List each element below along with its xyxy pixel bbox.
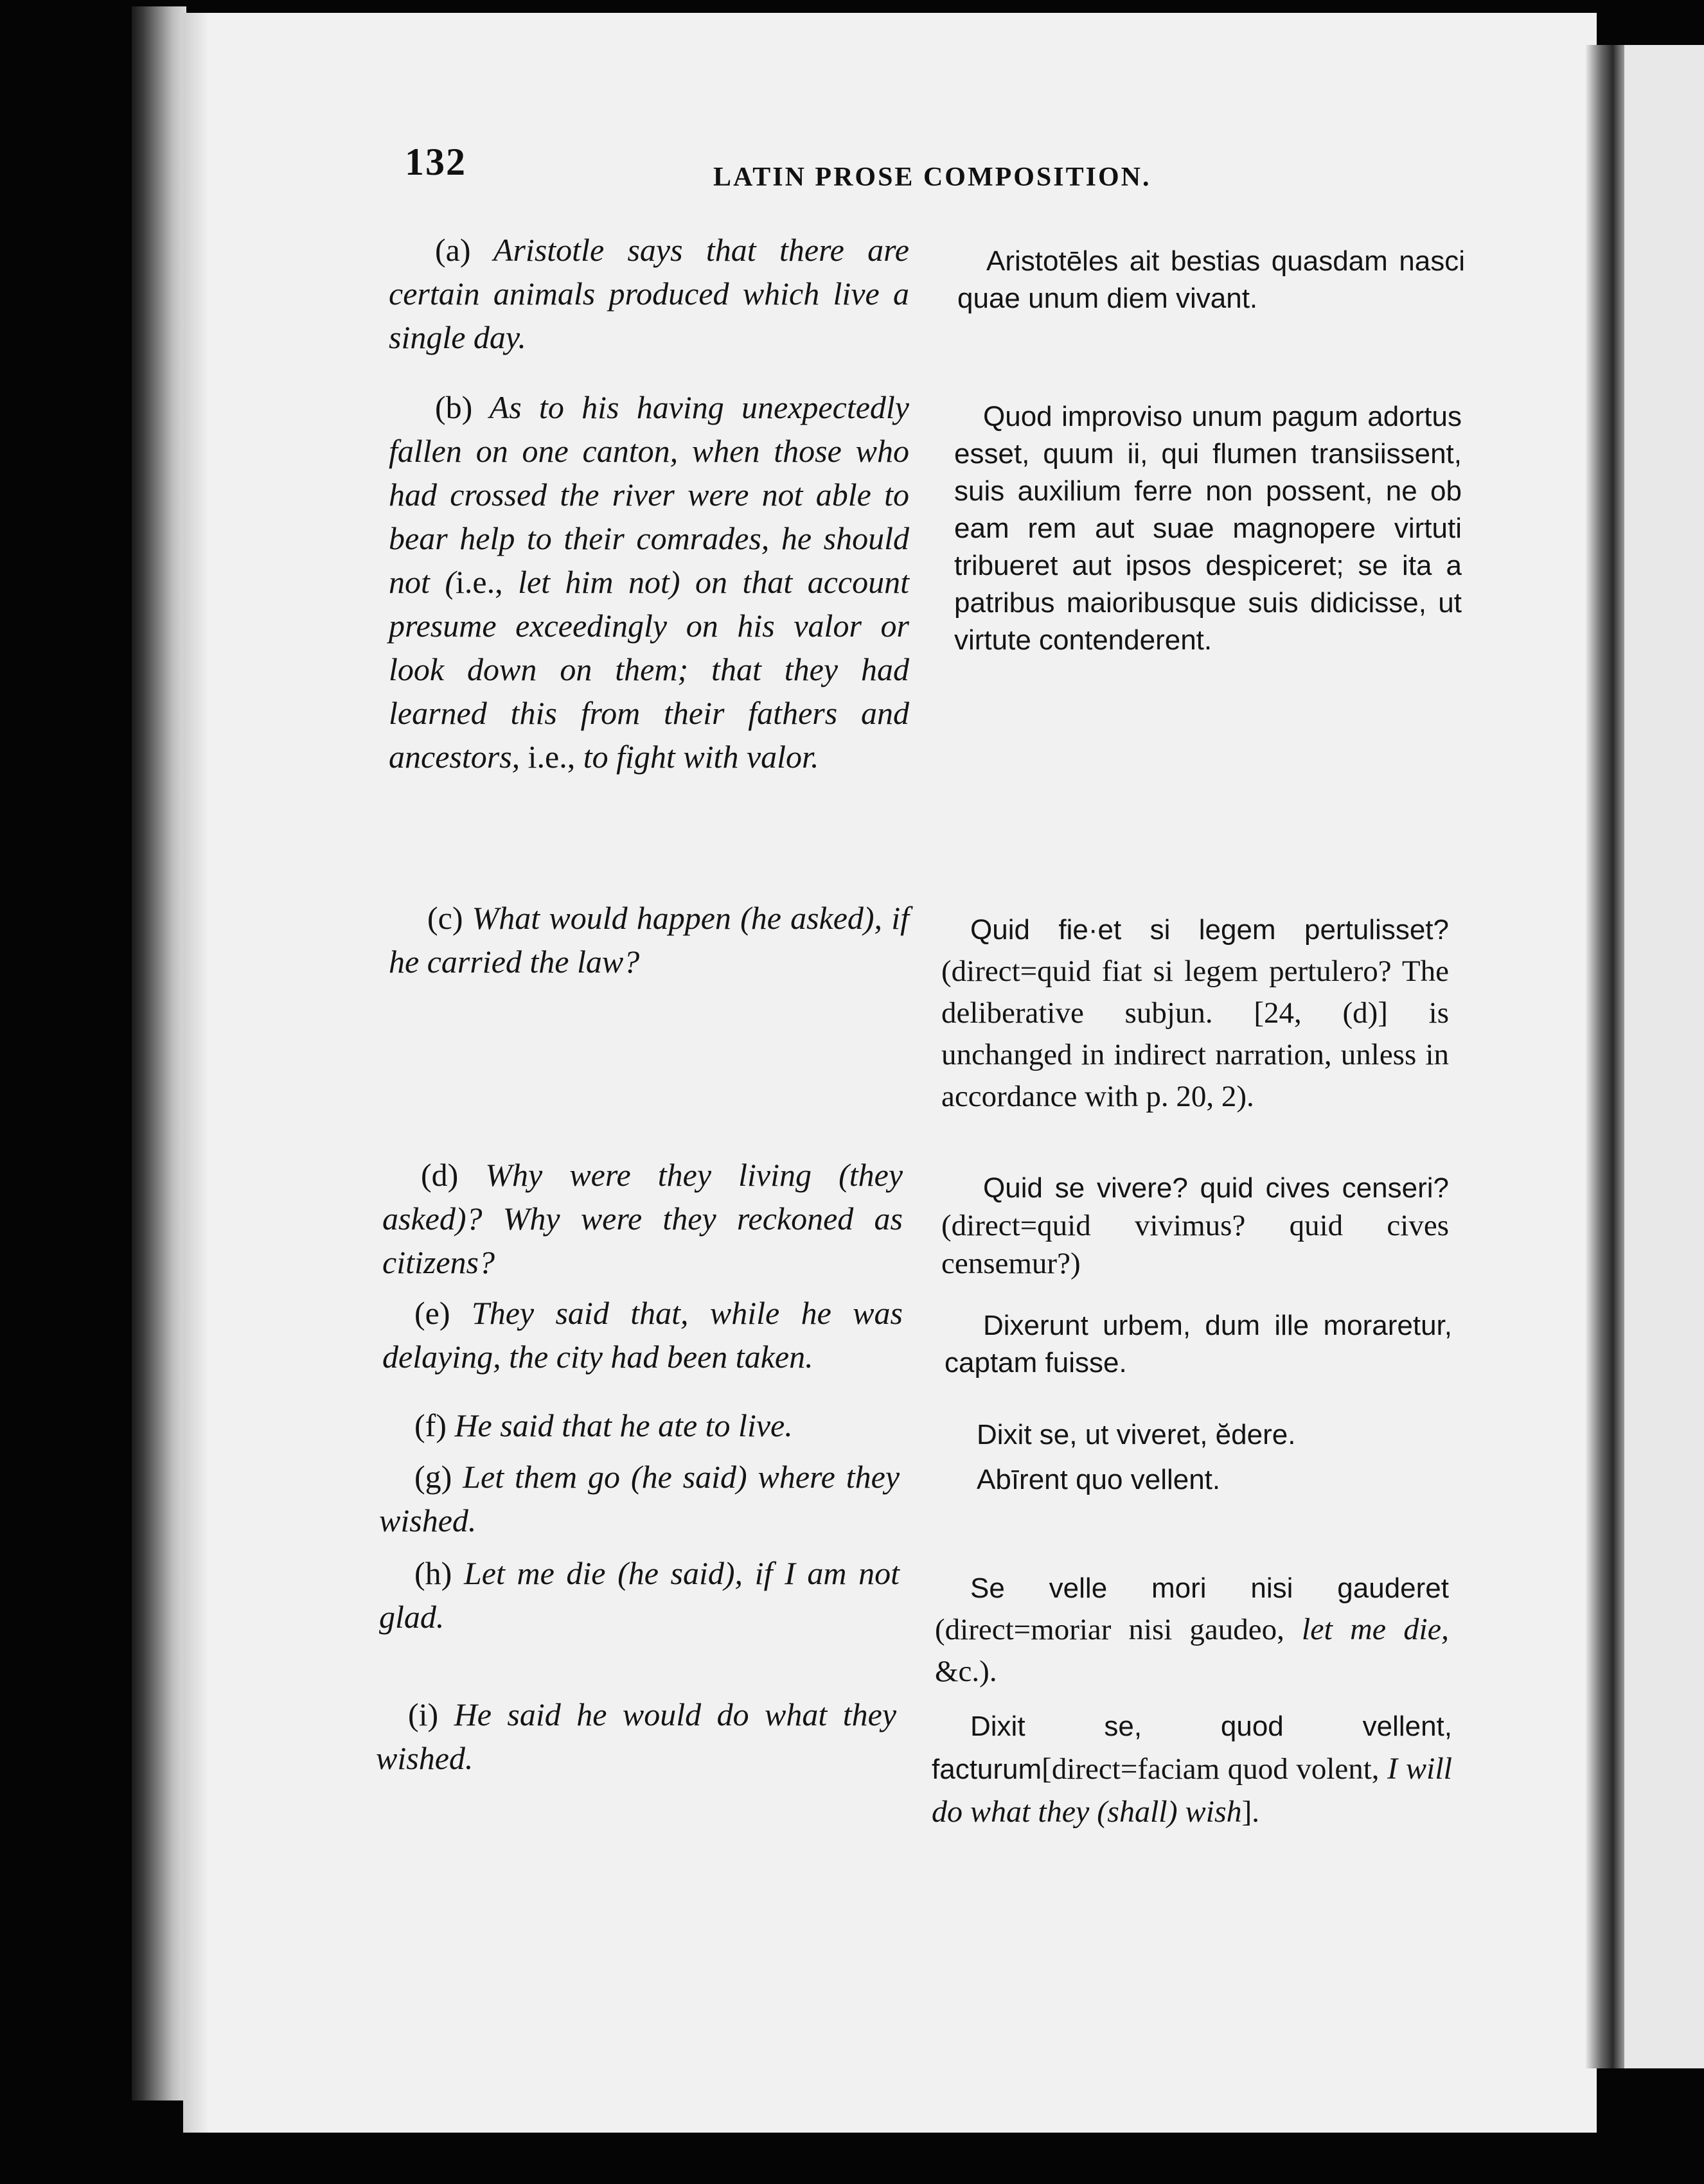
running-head: LATIN PROSE COMPOSITION. bbox=[713, 163, 1151, 192]
latin-italic-h: let me die, bbox=[1301, 1612, 1449, 1646]
entry-label-e: (e) bbox=[414, 1295, 450, 1331]
latin-entry-a bbox=[957, 243, 1465, 317]
english-text-a: Aristotle says that there are certain animals produced which live a single day. bbox=[389, 232, 909, 355]
english-text-d: Why were they living (they asked)? Why were they reckoned as citizens? bbox=[382, 1157, 903, 1280]
english-entry-g bbox=[379, 1455, 900, 1542]
english-text-b-3: to fight with valor. bbox=[575, 739, 819, 775]
latin-note-i: [direct=faciam quod volent, bbox=[1042, 1752, 1388, 1786]
english-entry-c bbox=[389, 896, 909, 983]
entry-label-i: (i) bbox=[408, 1696, 439, 1732]
english-ie-b-1: i.e., bbox=[456, 564, 503, 600]
latin-text-d: Quid se vivere? quid cives censeri? bbox=[983, 1172, 1449, 1204]
english-text-e: They said that, while he was delaying, the city had been taken. bbox=[382, 1295, 903, 1375]
latin-text-g: Abīrent quo vellent. bbox=[977, 1464, 1221, 1495]
english-ie-b-2: i.e., bbox=[528, 739, 576, 775]
english-entry-d bbox=[382, 1153, 903, 1284]
entry-label-a: (a) bbox=[435, 232, 471, 268]
latin-entry-e bbox=[945, 1307, 1452, 1382]
latin-text-b: Quod improviso unum pagum adortus esset, quum ii, qui flumen transiissent, suis auxilium ferre non possent, ne ob eam rem aut suae magnopere virtuti tribueret aut ipsos despiceret; se ita a patribus maioribusque suis didicisse, ut virtute contenderent. bbox=[954, 401, 1462, 656]
latin-note-i-2: ]. bbox=[1241, 1795, 1260, 1829]
latin-note-h: (direct=moriar nisi gaudeo, bbox=[935, 1613, 1302, 1646]
latin-text-i: Dixit se, quod vellent, facturum bbox=[932, 1711, 1452, 1785]
latin-entry-c bbox=[941, 909, 1449, 1118]
english-entry-b bbox=[389, 385, 909, 779]
english-entry-h bbox=[379, 1551, 900, 1639]
latin-text-c: Quid fie·et si legem pertulisset? bbox=[970, 914, 1449, 946]
latin-note-c: (direct=quid fiat si legem pertulero? The deliberative subjun. [24, (d)] is unchanged in indirect narration, unless in accordance with p. 20, 2). bbox=[941, 955, 1449, 1113]
page-edge-shadow bbox=[183, 13, 209, 2133]
latin-entry-f bbox=[945, 1416, 1452, 1454]
english-text-f: He said that he ate to live. bbox=[454, 1407, 793, 1443]
english-text-c: What would happen (he asked), if he carried the law? bbox=[389, 900, 909, 980]
entry-label-g: (g) bbox=[414, 1459, 452, 1495]
english-text-h: Let me die (he said), if I am not glad. bbox=[379, 1555, 900, 1635]
latin-text-h: Se velle mori nisi gauderet bbox=[970, 1572, 1449, 1604]
facing-page-edge bbox=[1624, 45, 1704, 2068]
english-entry-i bbox=[376, 1693, 896, 1780]
english-entry-e bbox=[382, 1291, 903, 1378]
entry-label-h: (h) bbox=[414, 1555, 452, 1591]
latin-entry-i bbox=[932, 1705, 1452, 1834]
latin-italic-i: I will do what they (shall) wish bbox=[932, 1752, 1452, 1829]
book-gutter bbox=[1586, 45, 1624, 2068]
latin-note-d: (direct=quid vivimus? quid cives censemur?) bbox=[941, 1209, 1449, 1280]
entry-label-f: (f) bbox=[414, 1407, 447, 1443]
latin-text-a: Aristotēles ait bestias quasdam nasci quae unum diem vivant. bbox=[957, 245, 1465, 314]
latin-entry-h bbox=[935, 1567, 1449, 1693]
latin-text-e: Dixerunt urbem, dum ille moraretur, captam fuisse. bbox=[945, 1310, 1452, 1378]
entry-label-c: (c) bbox=[427, 900, 463, 936]
english-text-b-2: let him not) on that account presume exceedingly on his valor or look down on them; that they had learned this from their fathers and ancestors, bbox=[389, 564, 909, 775]
english-entry-f bbox=[382, 1404, 903, 1447]
entry-label-d: (d) bbox=[421, 1157, 459, 1193]
entry-label-b: (b) bbox=[435, 389, 473, 425]
english-text-b-1: As to his having unexpectedly fallen on one canton, when those who had crossed the river were not able to bear help to their comrades, he should not ( bbox=[389, 389, 909, 600]
latin-note-h-2: &c.). bbox=[935, 1655, 997, 1688]
latin-text-f: Dixit se, ut viveret, ĕdere. bbox=[977, 1419, 1296, 1450]
latin-entry-g bbox=[945, 1461, 1452, 1499]
english-text-g: Let them go (he said) where they wished. bbox=[379, 1459, 900, 1538]
english-entry-a bbox=[389, 228, 909, 359]
page-number: 132 bbox=[405, 141, 466, 183]
latin-entry-d bbox=[941, 1169, 1449, 1283]
book-page-edges bbox=[132, 6, 186, 2100]
latin-entry-b bbox=[954, 398, 1462, 659]
english-text-i: He said he would do what they wished. bbox=[376, 1696, 897, 1776]
